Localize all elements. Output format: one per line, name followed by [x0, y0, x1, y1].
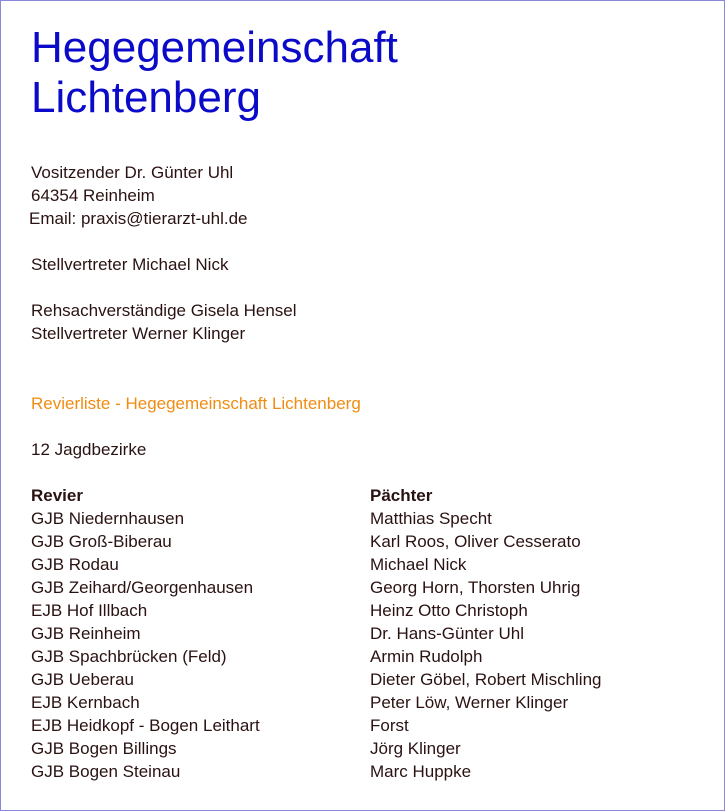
revier-cell: GJB Zeihard/Georgenhausen [31, 578, 254, 597]
revier-cell: GJB Rodau [31, 555, 119, 574]
revier-cell: GJB Bogen Steinau [31, 762, 181, 781]
district-count: 12 Jagdbezirke [31, 440, 147, 459]
paechter-cell: Heinz Otto Christoph [370, 601, 528, 620]
paechter-cell: Karl Roos, Oliver Cesserato [370, 532, 581, 551]
page-title [31, 23, 398, 123]
revier-cell: GJB Niedernhausen [31, 509, 185, 528]
paechter-cell: Forst [370, 716, 409, 735]
column-header-paechter: Pächter [370, 486, 433, 505]
paechter-cell: Marc Huppke [370, 762, 472, 781]
paechter-cell: Peter Löw, Werner Klinger [370, 693, 569, 712]
paechter-cell: Dieter Göbel, Robert Mischling [370, 670, 602, 689]
paechter-cell: Armin Rudolph [370, 647, 483, 666]
paechter-cell: Michael Nick [370, 555, 467, 574]
revier-cell: GJB Ueberau [31, 670, 134, 689]
paechter-cell: Dr. Hans-Günter Uhl [370, 624, 524, 643]
address: 64354 Reinheim [31, 186, 155, 205]
revier-cell: GJB Groß-Biberau [31, 532, 172, 551]
paechter-cell: Matthias Specht [370, 509, 492, 528]
deer-expert: Rehsachverständige Gisela Hensel [31, 301, 297, 320]
revier-cell: GJB Spachbrücken (Feld) [31, 647, 227, 666]
paechter-column [370, 484, 601, 783]
email: Email: praxis@tierarzt-uhl.de [29, 209, 248, 228]
section-heading: Revierliste - Hegegemeinschaft Lichtenberg [31, 394, 361, 413]
deer-expert-deputy: Stellvertreter Werner Klinger [31, 324, 246, 343]
revier-cell: EJB Hof Illbach [31, 601, 148, 620]
chairman: Vositzender Dr. Günter Uhl [31, 163, 234, 182]
revier-cell: GJB Reinheim [31, 624, 141, 643]
contact-block [31, 161, 297, 345]
revier-cell: GJB Bogen Billings [31, 739, 177, 758]
deputy: Stellvertreter Michael Nick [31, 255, 229, 274]
column-header-revier: Revier [31, 486, 83, 505]
paechter-cell: Jörg Klinger [370, 739, 461, 758]
title-line-1: Hegegemeinschaft [31, 23, 398, 72]
revier-cell: EJB Heidkopf - Bogen Leithart [31, 716, 260, 735]
title-line-2: Lichtenberg [31, 73, 261, 122]
paechter-cell: Georg Horn, Thorsten Uhrig [370, 578, 581, 597]
revier-column [31, 484, 260, 783]
revier-cell: EJB Kernbach [31, 693, 140, 712]
